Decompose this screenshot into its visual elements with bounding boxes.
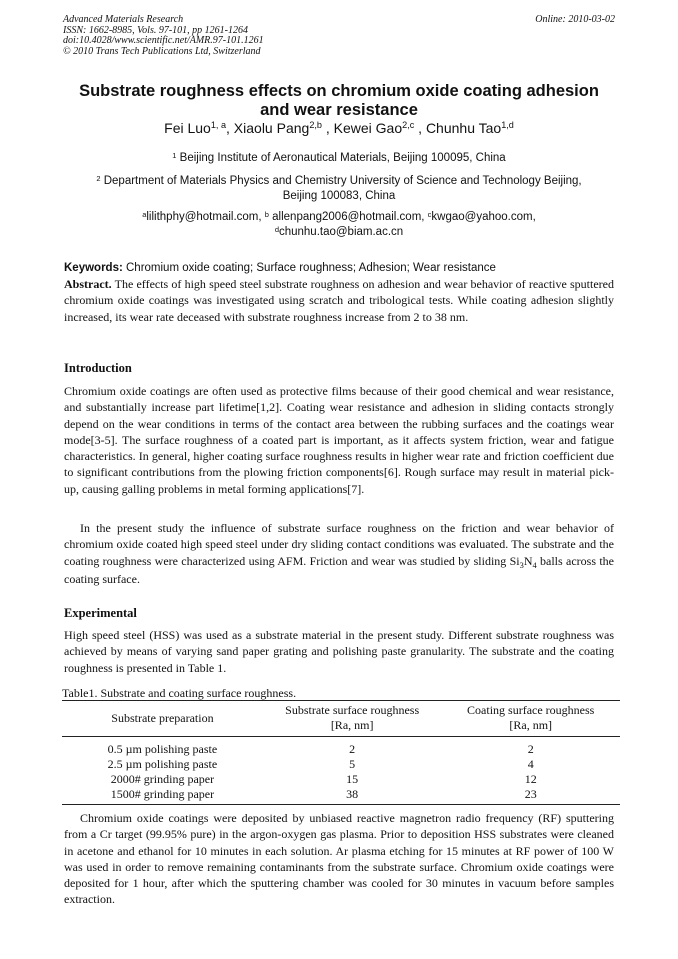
introduction-heading: Introduction (64, 361, 132, 375)
affiliation-2-sup: 2 (96, 174, 101, 183)
author-name: Chunhu Tao (425, 120, 502, 136)
keywords-label: Keywords: (64, 262, 123, 274)
author-name: Fei Luo (164, 120, 211, 136)
keywords (64, 260, 614, 276)
table-cell: 12 (524, 772, 537, 786)
title-line-1: Substrate roughness effects on chromium oxide coating adhesion (79, 82, 599, 100)
email-sup: b (264, 210, 269, 219)
author-sup: 2,b (309, 120, 322, 130)
table-cell: 23 (441, 787, 620, 805)
author-sep: , (414, 120, 426, 136)
intro-p2-tail: balls across the coating surface. (64, 553, 614, 586)
author-name: Kewei Gao (333, 120, 403, 136)
email-b: allenpang2006@hotmail.com, (272, 211, 428, 223)
email-sup: a (142, 210, 147, 219)
table-cell: 0.5 µm polishing paste (107, 742, 218, 756)
affiliation-2-line-1: Department of Materials Physics and Chemistry University of Science and Technology Beijing, (103, 175, 582, 187)
table-header-cell: Coating surface roughness [Ra, nm] (467, 703, 595, 732)
author-list (40, 120, 638, 137)
table-cell: 15 (346, 772, 359, 786)
table-header-cell: Substrate preparation (111, 710, 214, 725)
email-a: lilithphy@hotmail.com, (146, 211, 265, 223)
email-d: chunhu.tao@biam.ac.cn (278, 226, 404, 238)
online-date: Online: 2010-03-02 (535, 14, 615, 25)
table-cell: 4 (527, 757, 534, 771)
affiliation-2 (40, 174, 638, 204)
affiliation-1 (40, 151, 638, 166)
table-cell: 38 (263, 787, 442, 805)
email-list (40, 210, 638, 240)
table-cell: 5 (349, 757, 356, 771)
author-sep: , (321, 120, 334, 136)
table-row (62, 772, 620, 787)
affiliation-1-text: Beijing Institute of Aeronautical Materials, Beijing 100095, China (179, 152, 506, 164)
table-cell: 2 (349, 742, 356, 756)
journal-name: Advanced Materials Research (63, 14, 184, 25)
journal-header (63, 15, 264, 57)
experimental-heading: Experimental (64, 606, 137, 620)
affiliation-2-line-2: Beijing 100083, China (282, 190, 396, 202)
keywords-text: Chromium oxide coating; Surface roughness; Adhesion; Wear resistance (126, 262, 496, 274)
intro-p2-text: In the present study the influence of substrate surface roughness on the friction and wear behavior of chromium oxide coated high speed steel under dry sliding contact conditions was evaluated. The substrate and the coating roughness were characterized using AFM. Friction and wear was studied by sliding Si (64, 521, 614, 568)
affiliation-1-sup: 1 (172, 151, 177, 160)
table-cell: 2 (527, 742, 534, 756)
abstract-text: The effects of high speed steel substrate roughness on adhesion and wear behavior of reactive sputtered chromium oxide coatings was investigated using scratch and tribological tests. While coating adhesion slightly increased, its wear rate deceased with substrate roughness increase from 2 to 38 nm. (64, 277, 614, 324)
table-caption: Table1. Substrate and coating surface roughness. (62, 686, 297, 700)
introduction-paragraph-2 (64, 520, 614, 587)
author-name: Xiaolu Pang (233, 120, 310, 136)
author-sup: 1,d (501, 120, 514, 130)
subscript: 4 (532, 560, 537, 570)
introduction-paragraph-1: Chromium oxide coatings are often used as protective films because of their good chemical and wear resistance, and substantially increase part lifetime[1,2]. Coating wear resistance and adhesion in sliding contacts strongly depend on the wear conditions in terms of the contact area between the rubbing surfaces and the coatings wear mode[3-5]. The surface roughness of a coated part is important, as it affects system friction, wear and fatigue characteristics. In general, higher coating surface roughness results in higher wear rate and friction coefficient due to significant contributions from the plowing friction components[6]. Rough surface may result in material pick-up, causing galling problems in metal forming applications[7]. (64, 384, 614, 496)
title-line-2: and wear resistance (260, 101, 418, 119)
author-sep: , (226, 120, 234, 136)
subscript: 3 (519, 560, 524, 570)
table-header-cell: Substrate surface roughness [Ra, nm] (285, 703, 420, 732)
copyright-line: © 2010 Trans Tech Publications Ltd, Switzerland (63, 45, 261, 57)
issn-line: ISSN: 1662-8985, Vols. 97-101, pp 1261-1264 (63, 24, 248, 36)
experimental-paragraph-2: Chromium oxide coatings were deposited by unbiased reactive magnetron radio frequency (RF) sputtering from a Cr target (99.95% pure) in the argon-oxygen gas plasma. Prior to deposition HSS substrates were cleaned in acetone and ethanol for 10 minutes in each solution. Ar plasma etching for 15 minutes at RF power of 100 W was used in order to remove remaining contaminants from the substrate surface. Chromium oxide coatings were deposited for 1 hour, after which the sputtering chamber was cooled for 30 minutes in vacuum before samples extraction. (64, 811, 614, 907)
table-row (62, 757, 620, 772)
email-sup: c (427, 210, 432, 219)
email-c: kwgao@yahoo.com, (431, 211, 536, 223)
intro-p2-n: N (523, 553, 533, 568)
email-sup: d (274, 225, 279, 234)
abstract (64, 276, 614, 325)
roughness-table (62, 700, 620, 805)
table-row (62, 787, 620, 805)
table-cell: 2000# grinding paper (110, 772, 215, 786)
doi-line: doi:10.4028/www.scientific.net/AMR.97-101.1261 (63, 35, 264, 46)
author-sup: 2,c (402, 120, 415, 130)
abstract-label: Abstract. (64, 277, 112, 291)
author-sup: 1, a (210, 120, 227, 130)
table-header-row (62, 701, 620, 737)
table-row (62, 737, 620, 758)
experimental-paragraph-1: High speed steel (HSS) was used as a substrate material in the present study. Different substrate roughness was achieved by means of varying sand paper grating and polishing paste granularity. The substrate and the coating roughness is presented in Table 1. (64, 628, 614, 675)
paper-title (50, 82, 628, 120)
table-cell: 2.5 µm polishing paste (107, 757, 218, 771)
table-cell: 1500# grinding paper (62, 787, 263, 805)
